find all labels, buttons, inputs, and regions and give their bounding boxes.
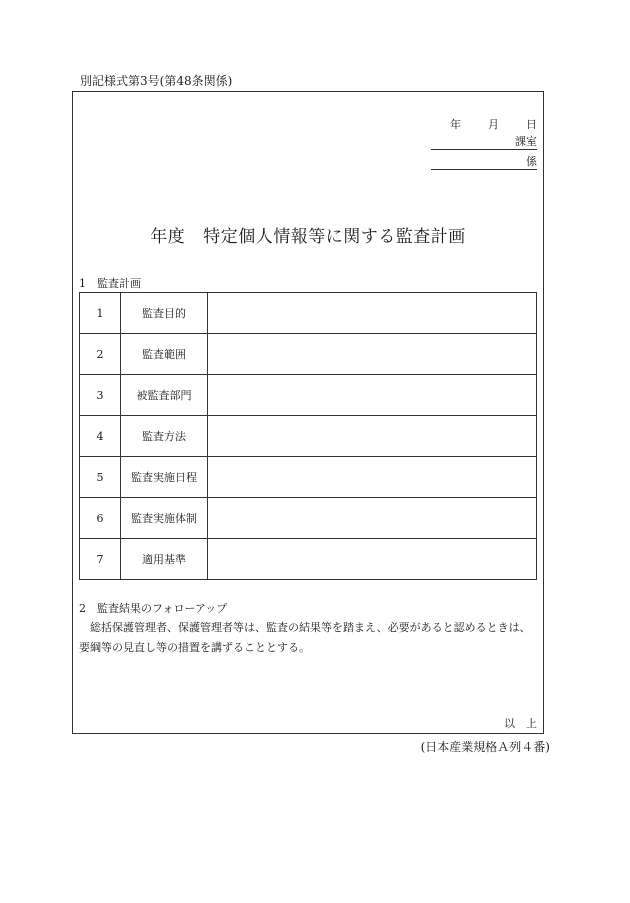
table-row	[80, 539, 537, 580]
row-item: 監査範囲	[121, 334, 208, 375]
form-frame	[72, 91, 544, 734]
document-title	[73, 222, 543, 247]
row-item: 監査実施日程	[121, 457, 208, 498]
row-number: 7	[80, 539, 121, 580]
row-content	[208, 334, 537, 375]
table-row	[80, 498, 537, 539]
row-content	[208, 539, 537, 580]
row-number: 4	[80, 416, 121, 457]
section2-heading: 2 監査結果のフォローアップ	[79, 602, 228, 615]
year-label: 年	[450, 118, 461, 131]
row-number: 6	[80, 498, 121, 539]
title-main: 特定個人情報等に関する監査計画	[203, 227, 466, 247]
row-number: 1	[80, 293, 121, 334]
row-item: 監査実施体制	[121, 498, 208, 539]
row-number: 3	[80, 375, 121, 416]
department-field: 課室	[431, 134, 537, 150]
date-line	[423, 116, 537, 132]
title-prefix: 年度	[150, 227, 186, 247]
row-content	[208, 375, 537, 416]
table-row	[80, 334, 537, 375]
table-row	[80, 293, 537, 334]
form-number-label: 別記様式第3号(第48条関係)	[80, 74, 233, 88]
closing-second: 上	[526, 717, 537, 730]
row-content	[208, 416, 537, 457]
row-item: 適用基準	[121, 539, 208, 580]
row-item: 監査目的	[121, 293, 208, 334]
row-content	[208, 293, 537, 334]
day-label: 日	[526, 118, 537, 131]
audit-plan-table	[79, 292, 537, 580]
closing-first: 以	[504, 717, 515, 730]
row-content	[208, 457, 537, 498]
closing-mark	[504, 715, 537, 731]
month-label: 月	[488, 118, 499, 131]
row-number: 5	[80, 457, 121, 498]
row-item: 被監査部門	[121, 375, 208, 416]
followup-paragraph: 総括保護管理者、保護管理者等は、監査の結果等を踏まえ、必要があると認めるときは、要綱等の見直し等の措置を講ずることとする。	[79, 621, 531, 654]
row-content	[208, 498, 537, 539]
section1-heading: 1 監査計画	[79, 277, 141, 290]
paper-size-note: (日本産業規格Ａ列４番)	[420, 740, 550, 754]
row-number: 2	[80, 334, 121, 375]
section-field: 係	[431, 154, 537, 170]
table-row	[80, 457, 537, 498]
table-row	[80, 375, 537, 416]
table-row	[80, 416, 537, 457]
row-item: 監査方法	[121, 416, 208, 457]
